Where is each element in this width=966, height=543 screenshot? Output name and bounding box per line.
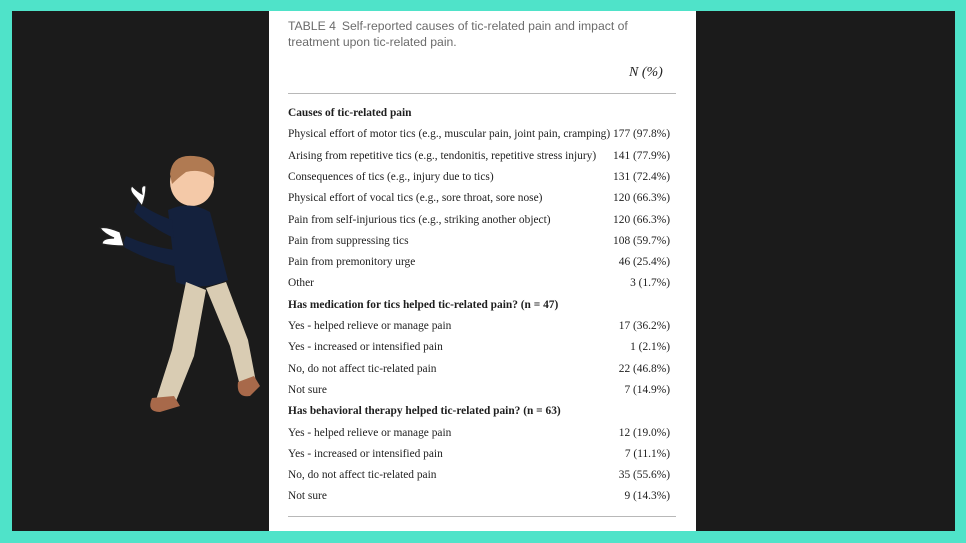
row-value: 1 (2.1%) <box>630 341 670 354</box>
table-row <box>288 192 676 210</box>
table-row <box>288 448 676 466</box>
row-value: 22 (46.8%) <box>618 362 670 375</box>
table-row <box>288 171 676 189</box>
startled-person-illustration <box>90 150 270 420</box>
table-top-rule <box>288 93 676 94</box>
table-card <box>269 11 696 531</box>
row-value: 7 (14.9%) <box>624 383 670 396</box>
row-label: Has behavioral therapy helped tic-related pain? (n = 63) <box>288 405 561 418</box>
table-row <box>288 150 676 168</box>
table-section-heading <box>288 107 676 125</box>
row-value: 141 (77.9%) <box>613 149 670 162</box>
row-value: 131 (72.4%) <box>613 170 670 183</box>
row-label: Physical effort of vocal tics (e.g., sore throat, sore nose) <box>288 192 543 205</box>
table-row <box>288 320 676 338</box>
row-value: 17 (36.2%) <box>618 320 670 332</box>
row-label: Pain from premonitory urge <box>288 256 416 269</box>
row-value: 7 (11.1%) <box>624 447 670 460</box>
table-row <box>288 341 676 359</box>
table-row <box>288 427 676 445</box>
row-label: Pain from self-injurious tics (e.g., striking another object) <box>288 213 551 226</box>
row-label: Not sure <box>288 383 327 396</box>
row-value: 46 (25.4%) <box>618 256 670 269</box>
table-bottom-rule <box>288 516 676 517</box>
table-row <box>288 256 676 274</box>
row-value: 177 (97.8%) <box>613 128 670 141</box>
row-value: 120 (66.3%) <box>613 213 670 226</box>
table-section-heading <box>288 405 676 423</box>
row-value: 35 (55.6%) <box>618 469 670 482</box>
row-label: Causes of tic-related pain <box>288 107 412 119</box>
row-value: 9 (14.3%) <box>624 490 670 503</box>
table-row <box>288 384 676 402</box>
row-label: Arising from repetitive tics (e.g., tendonitis, repetitive stress injury) <box>288 149 597 162</box>
row-value: 108 (59.7%) <box>613 234 670 247</box>
table-caption <box>288 19 668 50</box>
row-label: Yes - helped relieve or manage pain <box>288 426 452 439</box>
table-row <box>288 277 676 295</box>
row-label: Other <box>288 277 314 290</box>
table-row <box>288 363 676 381</box>
row-label: Yes - increased or intensified pain <box>288 341 443 354</box>
row-value: 120 (66.3%) <box>613 192 670 205</box>
table-section-heading <box>288 299 676 317</box>
row-value: 3 (1.7%) <box>630 277 670 290</box>
table-row <box>288 128 676 146</box>
table-row <box>288 469 676 487</box>
column-header: N (%) <box>629 65 663 80</box>
row-label: Physical effort of motor tics (e.g., muscular pain, joint pain, cramping) <box>288 128 611 141</box>
row-label: No, do not affect tic-related pain <box>288 362 437 375</box>
row-label: Consequences of tics (e.g., injury due to tics) <box>288 170 494 183</box>
row-label: No, do not affect tic-related pain <box>288 469 437 482</box>
row-label: Yes - helped relieve or manage pain <box>288 320 452 332</box>
row-label: Has medication for tics helped tic-related pain? (n = 47) <box>288 298 559 311</box>
table-title: Self-reported causes of tic-related pain and impact of treatment upon tic-related pain. <box>288 19 628 49</box>
table-row <box>288 235 676 253</box>
row-label: Yes - increased or intensified pain <box>288 447 443 460</box>
table-number: TABLE 4 <box>288 19 336 33</box>
table-row <box>288 214 676 232</box>
table-row <box>288 490 676 508</box>
row-label: Not sure <box>288 490 327 503</box>
row-value: 12 (19.0%) <box>618 426 670 439</box>
row-label: Pain from suppressing tics <box>288 234 409 247</box>
